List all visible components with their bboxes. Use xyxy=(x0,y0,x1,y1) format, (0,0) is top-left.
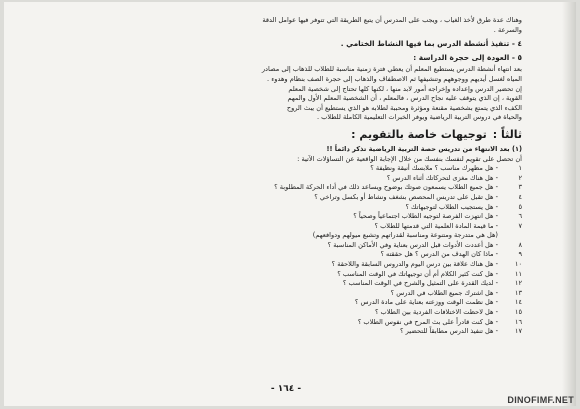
question-number: ١٢ xyxy=(514,279,522,288)
section-4-heading: ٤ - تنفيذ أنشطة الدرس بما فيها النشاط الختامي . xyxy=(340,39,522,49)
question-number: ١٤ xyxy=(514,298,522,307)
question-number: ٨ xyxy=(518,240,522,249)
question-number: ١١ xyxy=(514,269,522,278)
question-text: - هل تقبل على تدريس المحصص بشغف ونشاط أو بكسل وتراخي ؟ xyxy=(314,192,498,201)
document-page xyxy=(4,2,576,406)
intro-line-2: والسرعة . xyxy=(493,25,522,34)
question-number: ٩ xyxy=(518,250,522,259)
question-number: ٤ xyxy=(518,192,522,201)
question-text: - هل جميع الطلاب يسمعون صوتك بوضوح ويساعد ذلك في أداء الحركة المطلوبة ؟ xyxy=(274,183,498,192)
list-item xyxy=(82,270,522,280)
list-item xyxy=(82,222,522,232)
question-text: - هل نظمت الوقت ووزعته بعناية على مادة الدرس ؟ xyxy=(354,298,498,307)
section-3-heading xyxy=(82,128,522,142)
question-text: - هل هناك مغزى لتحركاتك أثناء الدرس ؟ xyxy=(386,173,498,182)
list-item xyxy=(82,260,522,270)
text-column xyxy=(82,16,522,337)
section-5-line: القوية ، إن الذي يتوقف عليه نجاح الدرس ، فالمعلم ، أن الشخصية المعلم الأول والمهم xyxy=(287,94,522,103)
question-text: - ما قيمة المادة العلمية التي قدمتها للطلاب ؟ xyxy=(374,221,498,230)
intro-line-1: وهناك عدة طرق لأخذ الغياب ، ويجب على المدرس أن يتبع الطريقة التي تتوفر فيها عوامل الدقة xyxy=(262,16,522,24)
question-number: ١٦ xyxy=(514,317,522,326)
question-text: - هل يستجيب الطلاب لتوجيهاتك ؟ xyxy=(405,202,498,211)
section-5-line: الكفء الذي يتمتع بشخصية مقنعة ومؤثرة ومحببة لطلابه هو الذي يستطيع أن يبث الروح xyxy=(286,103,522,112)
questions-intro: أن تحصل على تقويم لنفسك بنفسك من خلال الإجابة الواقعية عن التساؤلات الآتية : xyxy=(297,154,522,163)
question-text: - لديك القدرة على التمثيل والشرح في الوقت المناسب ؟ xyxy=(342,279,498,288)
list-item xyxy=(82,308,522,318)
question-text: - هل كنت قادراً على بث المرح في نفوس الطلاب ؟ xyxy=(357,317,498,326)
section-5-line: إن تحضير الدرس وإعداده وإخراجه أمور لابد منها ، لكنها كلها تحتاج إلى شخصية المعلم xyxy=(288,84,522,93)
question-number: ٥ xyxy=(518,202,522,211)
question-number: ٦ xyxy=(518,212,522,221)
question-text: - هل أعددت الأدوات قبل الدرس بعناية وفي الأماكن المناسبة ؟ xyxy=(327,240,498,249)
section-3-title: توجيهات خاصة بالتقويم : xyxy=(351,127,487,141)
question-text: - هل لاحظت الاختلافات الفردية بين الطلاب ؟ xyxy=(374,308,498,317)
question-text: - هل مظهرك مناسب ؟ ملابسك أنيقة ونظيفة ؟ xyxy=(370,164,498,173)
question-number: ١ xyxy=(518,164,522,173)
section-5-line: المياه لغسل أيديهم ووجوههم وتنشيفها ثم الاصطفاف والذهاب إلى حجرة الصف بنظام وهدوء . xyxy=(267,74,522,83)
list-item xyxy=(82,327,522,337)
question-number: ١٥ xyxy=(514,308,522,317)
list-item xyxy=(82,212,522,222)
list-item xyxy=(82,203,522,213)
list-item xyxy=(82,289,522,299)
section-5-body xyxy=(82,65,522,123)
question-text: - هل تنفيذ الدرس مطابقاً للتحضير ؟ xyxy=(400,327,498,336)
question-number: ١٧ xyxy=(514,327,522,336)
site-watermark: DINOFIMF.NET xyxy=(507,395,574,405)
list-item xyxy=(82,241,522,251)
section-5-heading: ٥ - العودة إلى حجرة الدراسة : xyxy=(413,52,522,62)
point-1: (١) بعد الانتهاء من تدريس حصة التربية الرياضية تذكر دائماً !! xyxy=(326,144,522,153)
list-item xyxy=(82,193,522,203)
list-item xyxy=(82,279,522,289)
list-item xyxy=(82,183,522,193)
page-edge-shadow xyxy=(562,2,576,406)
page-number: - ١٦٤ - xyxy=(270,384,302,394)
section-5-line: بعد انتهاء أنشطة الدرس يستطيع المعلم أن يعطي فترة زمنية مناسبة للطلاب للذهاب إلى مصادر xyxy=(261,65,522,74)
question-text: (هل هي متدرجة ومتنوعة ومناسبة لقدراتهم وتشبع ميولهم ودوافعهم) xyxy=(312,231,498,240)
section-3-prefix: ثالثاً : xyxy=(492,127,522,141)
list-item xyxy=(82,318,522,328)
question-text: - هل كنت كثير الكلام أم أن توجيهاتك في الوقت المناسب ؟ xyxy=(337,269,498,278)
question-number: ١٣ xyxy=(514,288,522,297)
question-text: - هل انتهزت الفرصة لتوجيه الطلاب اجتماعياً وصحياً ؟ xyxy=(353,212,498,221)
question-number: ٣ xyxy=(518,183,522,192)
question-text: - ماذا كان الهدف من الدرس ؟ هل حققته ؟ xyxy=(380,250,498,259)
list-item xyxy=(82,250,522,260)
question-number: ١٠ xyxy=(514,260,522,269)
list-item xyxy=(82,231,522,241)
question-number: ٧ xyxy=(518,221,522,230)
list-item xyxy=(82,174,522,184)
question-text: - هل هناك علاقة بين درس اليوم والدروس السابقة واللاحقة ؟ xyxy=(331,260,498,269)
question-text: - هل اشترك جميع الطلاب في الدرس ؟ xyxy=(390,288,498,297)
questions-list xyxy=(82,164,522,337)
list-item xyxy=(82,164,522,174)
list-item xyxy=(82,298,522,308)
section-5-line: والحياة في دروس التربية الرياضية ويوفر الخبرات التعليمية الكاملة للطلاب . xyxy=(316,113,522,122)
question-number: ٢ xyxy=(518,173,522,182)
